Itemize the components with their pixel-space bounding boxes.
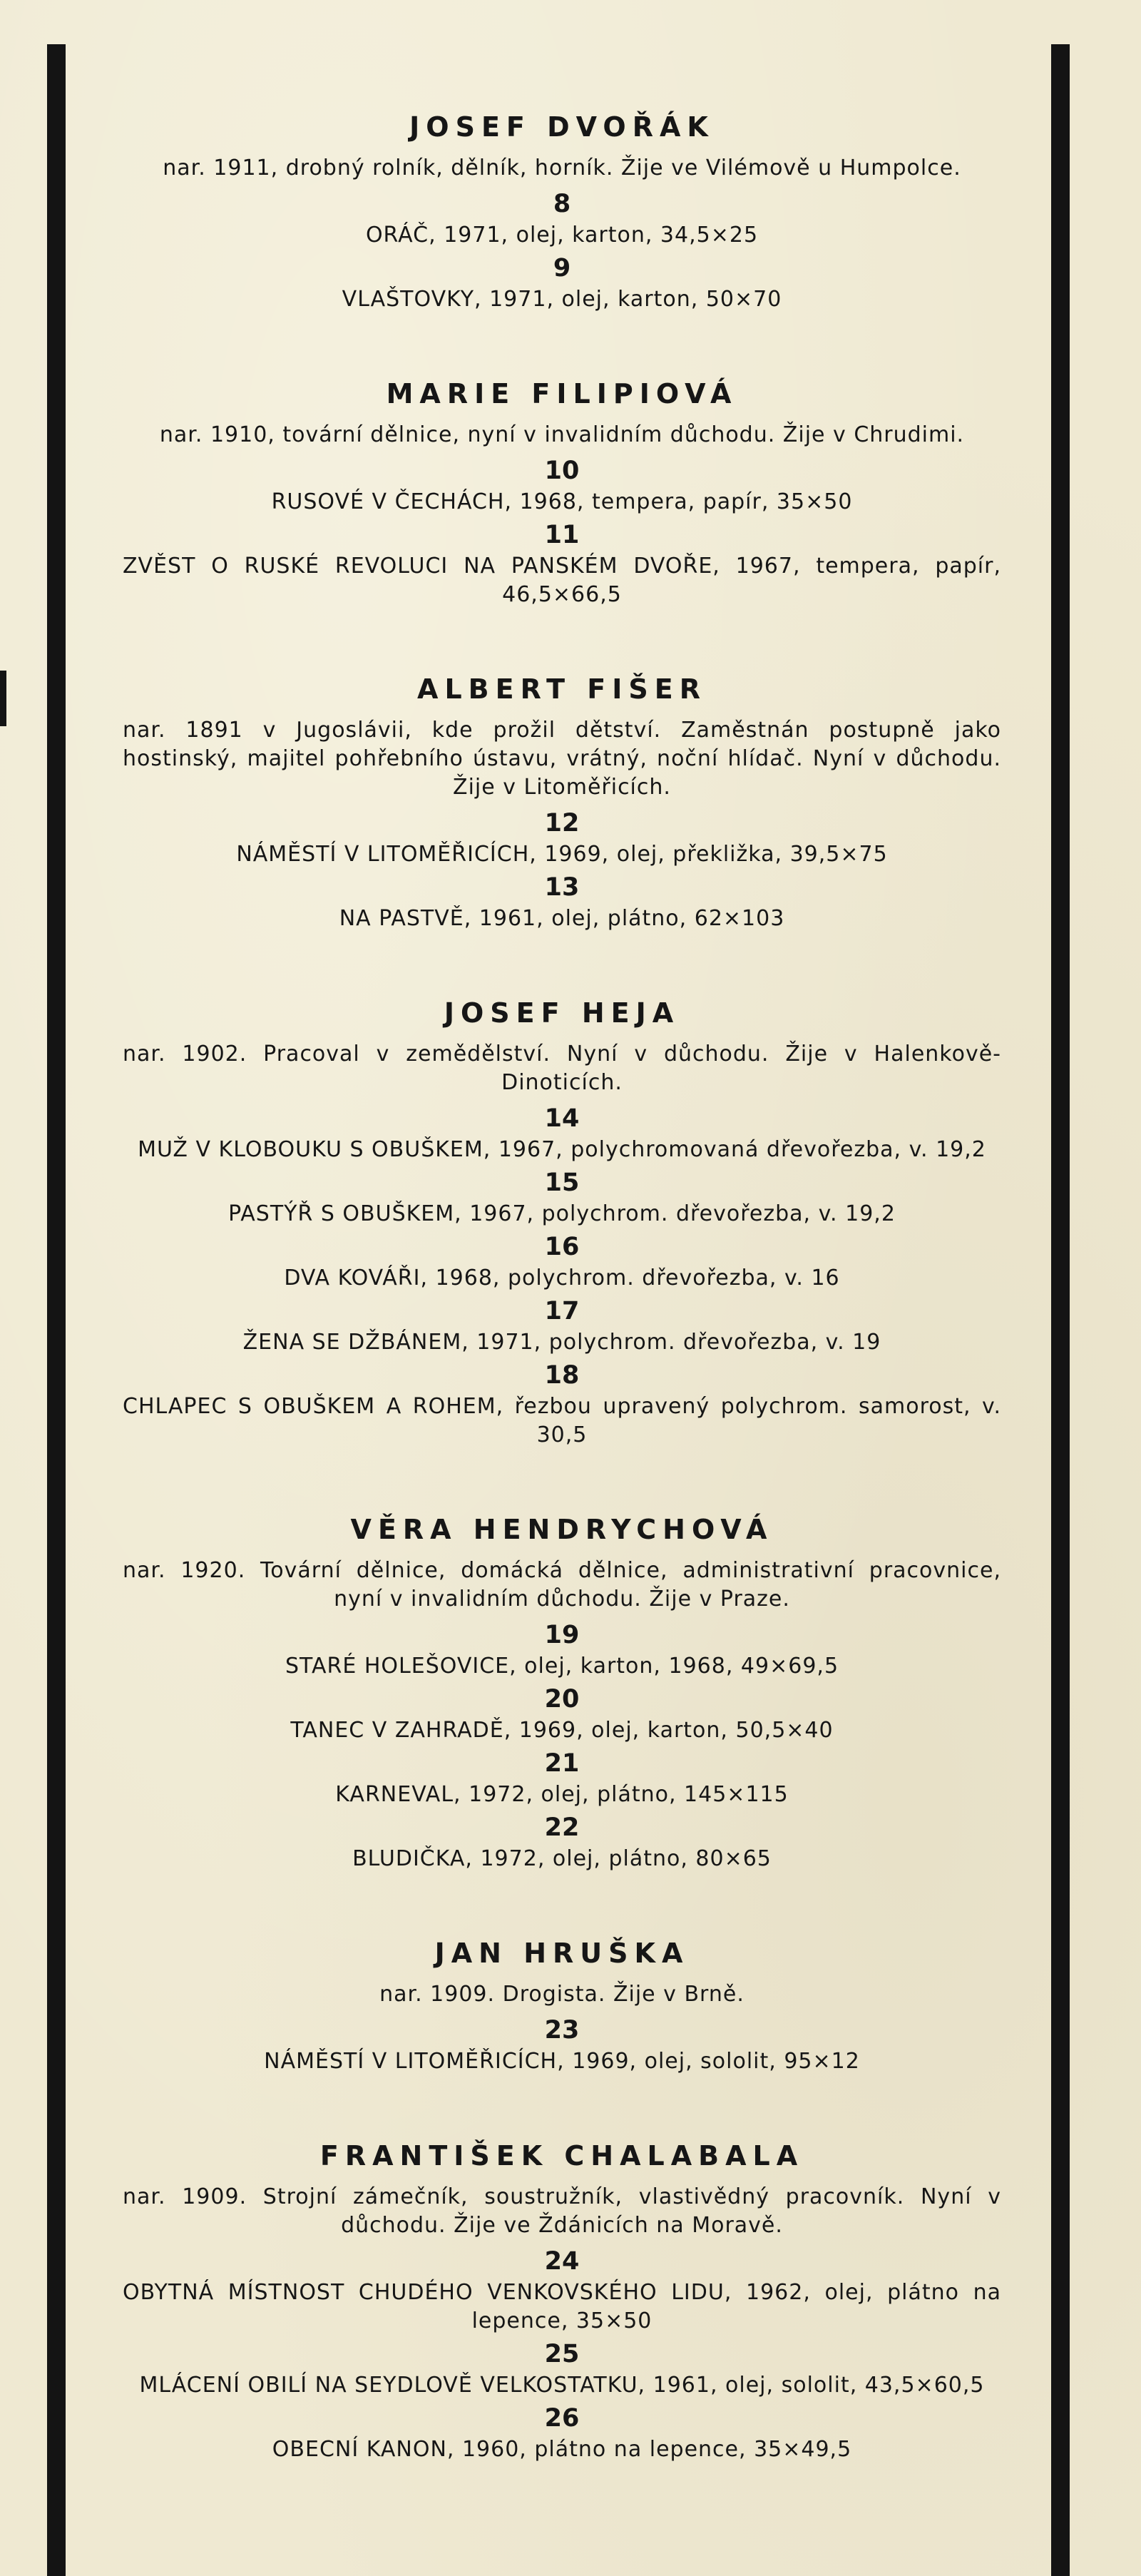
work-number: 25 [544,2340,580,2368]
work-description: STARÉ HOLEŠOVICE, olej, karton, 1968, 49×69,5 [285,1654,839,1679]
artist-bio: nar. 1920. Tovární dělnice, domácká dělnice, administrativní pracovnice, nyní v invalidním důchodu. Žije v Praze. [123,1558,1001,1612]
work-description: RUSOVÉ V ČECHÁCH, 1968, tempera, papír, 35×50 [271,489,853,514]
work-number: 11 [544,521,580,549]
artist-name: FRANTIŠEK CHALABALA [319,2140,804,2172]
work-number: 26 [544,2404,580,2433]
left-margin-rule [47,44,66,2576]
work-description: MLÁCENÍ OBILÍ NA SEYDLOVĚ VELKOSTATKU, 1961, olej, sololit, 43,5×60,5 [139,2373,985,2398]
artist-entry [123,1933,1001,2076]
artist-entry [123,1510,1001,1873]
artist-bio: nar. 1909. Strojní zámečník, soustružník, vlastivědný pracovník. Nyní v důchodu. Žije ve Ždánicích na Moravě. [123,2184,1001,2238]
work-description: DVA KOVÁŘI, 1968, polychrom. dřevořezba, v. 16 [284,1266,840,1290]
work-number: 9 [553,254,571,282]
work-number: 10 [544,457,580,485]
right-margin-rule [1051,44,1070,2576]
artist-bio: nar. 1909. Drogista. Žije v Brně. [379,1982,745,2007]
work-number: 19 [544,1621,580,1649]
work-description: NÁMĚSTÍ V LITOMĚŘICÍCH, 1969, olej, překližka, 39,5×75 [236,842,888,867]
work-description: VLAŠTOVKY, 1971, olej, karton, 50×70 [342,287,782,312]
artist-entry [123,669,1001,933]
work-number: 21 [544,1749,580,1778]
work-description: OBECNÍ KANON, 1960, plátno na lepence, 35×49,5 [272,2437,852,2462]
work-description: NA PASTVĚ, 1961, olej, plátno, 62×103 [339,906,785,931]
edge-mark [0,671,6,726]
work-description: KARNEVAL, 1972, olej, plátno, 145×115 [335,1782,789,1807]
artist-entry [123,2136,1001,2464]
artist-entry [123,107,1001,314]
artist-name: VĚRA HENDRYCHOVÁ [350,1514,774,1545]
artist-bio: nar. 1902. Pracoval v zemědělství. Nyní v důchodu. Žije v Halenkově-Dinoticích. [123,1042,1001,1095]
work-description: NÁMĚSTÍ V LITOMĚŘICÍCH, 1969, olej, sololit, 95×12 [264,2049,860,2074]
work-number: 15 [544,1169,580,1197]
artist-entry [123,993,1001,1450]
artist-bio: nar. 1891 v Jugoslávii, kde prožil dětství. Zaměstnán postupně jako hostinský, majitel pohřebního ústavu, vrátný, noční hlídač. Nyní v důchodu. Žije v Litoměřicích. [123,718,1001,800]
work-number: 18 [544,1361,580,1390]
work-description: ŽENA SE DŽBÁNEM, 1971, polychrom. dřevořezba, v. 19 [242,1330,881,1355]
artist-name: JAN HRUŠKA [434,1938,690,1969]
work-description: TANEC V ZAHRADĚ, 1969, olej, karton, 50,5×40 [290,1718,834,1743]
work-number: 12 [544,809,580,838]
work-description: MUŽ V KLOBOUKU S OBUŠKEM, 1967, polychromovaná dřevořezba, v. 19,2 [138,1137,986,1162]
work-number: 14 [544,1104,580,1133]
work-number: 22 [544,1813,580,1842]
work-number: 17 [544,1297,580,1325]
work-number: 24 [544,2247,580,2276]
work-description: BLUDIČKA, 1972, olej, plátno, 80×65 [352,1846,772,1871]
artist-name: JOSEF DVOŘÁK [409,111,715,143]
work-description: ORÁČ, 1971, olej, karton, 34,5×25 [365,223,759,248]
work-description: CHLAPEC S OBUŠKEM A ROHEM, řezbou upravený polychrom. samorost, v. 30,5 [123,1394,1001,1447]
work-description: PASTÝŘ S OBUŠKEM, 1967, polychrom. dřevořezba, v. 19,2 [228,1201,896,1226]
artist-name: MARIE FILIPIOVÁ [386,378,738,409]
work-number: 13 [544,873,580,902]
artist-entry [123,374,1001,609]
work-number: 8 [553,190,571,218]
artist-bio: nar. 1910, tovární dělnice, nyní v invalidním důchodu. Žije v Chrudimi. [159,422,965,447]
artist-name: ALBERT FIŠER [417,673,707,705]
catalog-page [123,107,1001,2464]
work-number: 16 [544,1233,580,1261]
artist-bio: nar. 1911, drobný rolník, dělník, horník. Žije ve Vilémově u Humpolce. [163,156,961,180]
artist-name: JOSEF HEJA [444,997,680,1029]
work-number: 23 [544,2016,580,2045]
work-number: 20 [544,1685,580,1714]
work-description: OBYTNÁ MÍSTNOST CHUDÉHO VENKOVSKÉHO LIDU, 1962, olej, plátno na lepence, 35×50 [123,2280,1001,2333]
work-description: ZVĚST O RUSKÉ REVOLUCI NA PANSKÉM DVOŘE, 1967, tempera, papír, 46,5×66,5 [123,554,1001,607]
